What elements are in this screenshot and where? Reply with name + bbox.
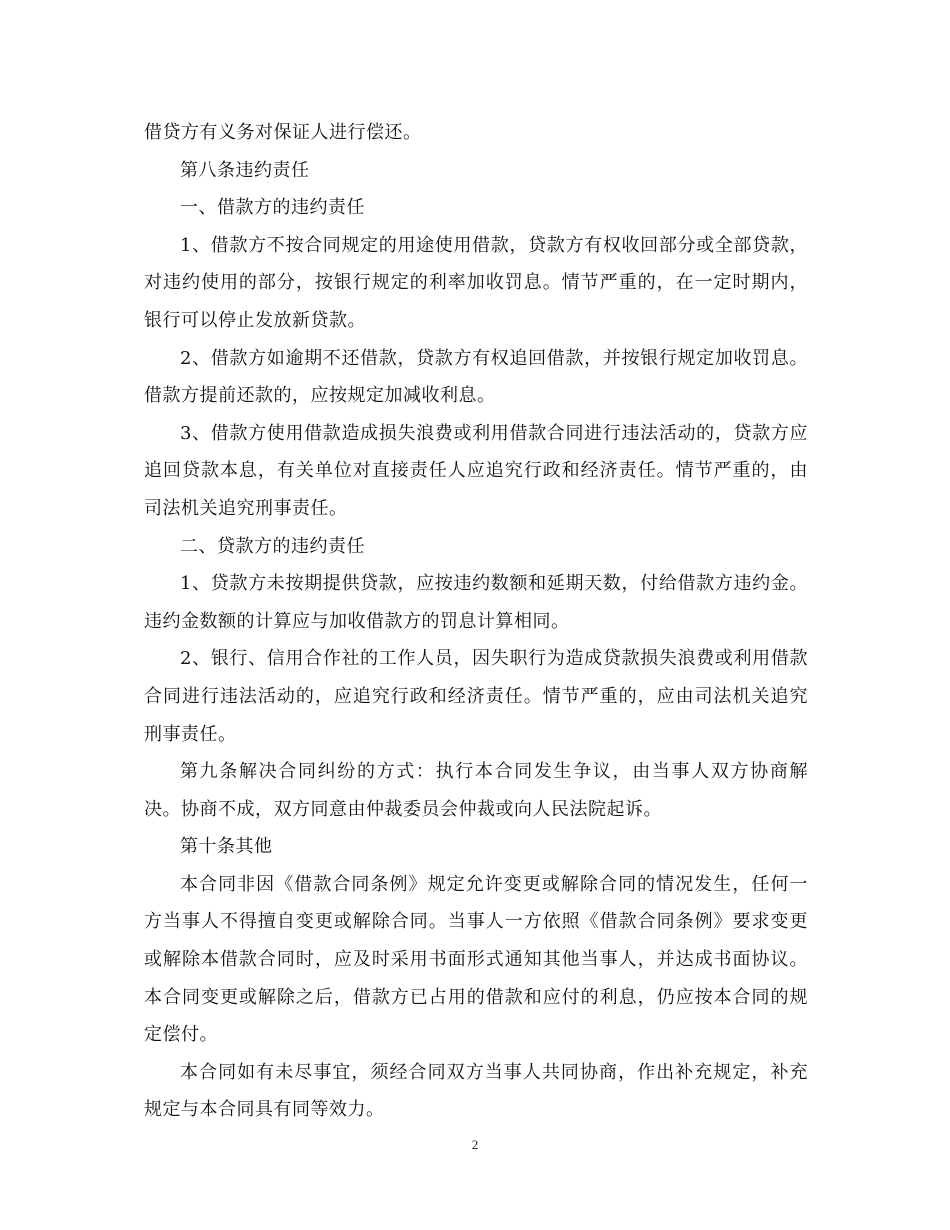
borrower-liability-heading: 一、借款方的违约责任 [180,197,365,219]
article-10-heading: 第十条其他 [180,836,273,858]
document-body [144,114,808,1129]
borrower-liability-item-1: 1、借款方不按合同规定的用途使用借款，贷款方有权收回部分或全部贷款，对违约使用的部分，按银行规定的利率加收罚息。情节严重的，在一定时期内，银行可以停止发放新贷款。 [144,234,808,331]
borrower-liability-item-2: 2、借款方如逾期不还借款，贷款方有权追回借款，并按银行规定加收罚息。借款方提前还款的，应按规定加减收利息。 [144,347,808,407]
lender-liability-heading: 二、贷款方的违约责任 [180,535,365,557]
article-10-modification-clause: 本合同非因《借款合同条例》规定允许变更或解除合同的情况发生，任何一方当事人不得擅自变更或解除合同。当事人一方依照《借款合同条例》要求变更或解除本借款合同时，应及时采用书面形式通知其他当事人，并达成书面协议。本合同变更或解除之后，借款方已占用的借款和应付的利息，仍应按本合同的规定偿付。 [144,873,808,1046]
article-8-heading: 第八条违约责任 [180,159,310,181]
article-10-supplement-clause: 本合同如有未尽事宜，须经合同双方当事人共同协商，作出补充规定，补充规定与本合同具有同等效力。 [144,1061,808,1121]
page-number: 2 [471,1137,479,1152]
article-9-dispute-resolution: 第九条解决合同纠纷的方式：执行本合同发生争议，由当事人双方协商解决。协商不成，双方同意由仲裁委员会仲裁或向人民法院起诉。 [144,761,808,820]
borrower-liability-item-3: 3、借款方使用借款造成损失浪费或利用借款合同进行违法活动的，贷款方应追回贷款本息，有关单位对直接责任人应追究行政和经济责任。情节严重的，由司法机关追究刑事责任。 [144,422,808,519]
paragraph-continuation: 借贷方有义务对保证人进行偿还。 [144,122,422,143]
lender-liability-item-1: 1、贷款方未按期提供贷款，应按违约数额和延期天数，付给借款方违约金。违约金数额的计算应与加收借款方的罚息计算相同。 [144,573,808,632]
lender-liability-item-2: 2、银行、信用合作社的工作人员，因失职行为造成贷款损失浪费或利用借款合同进行违法活动的，应追究行政和经济责任。情节严重的，应由司法机关追究刑事责任。 [144,648,808,745]
